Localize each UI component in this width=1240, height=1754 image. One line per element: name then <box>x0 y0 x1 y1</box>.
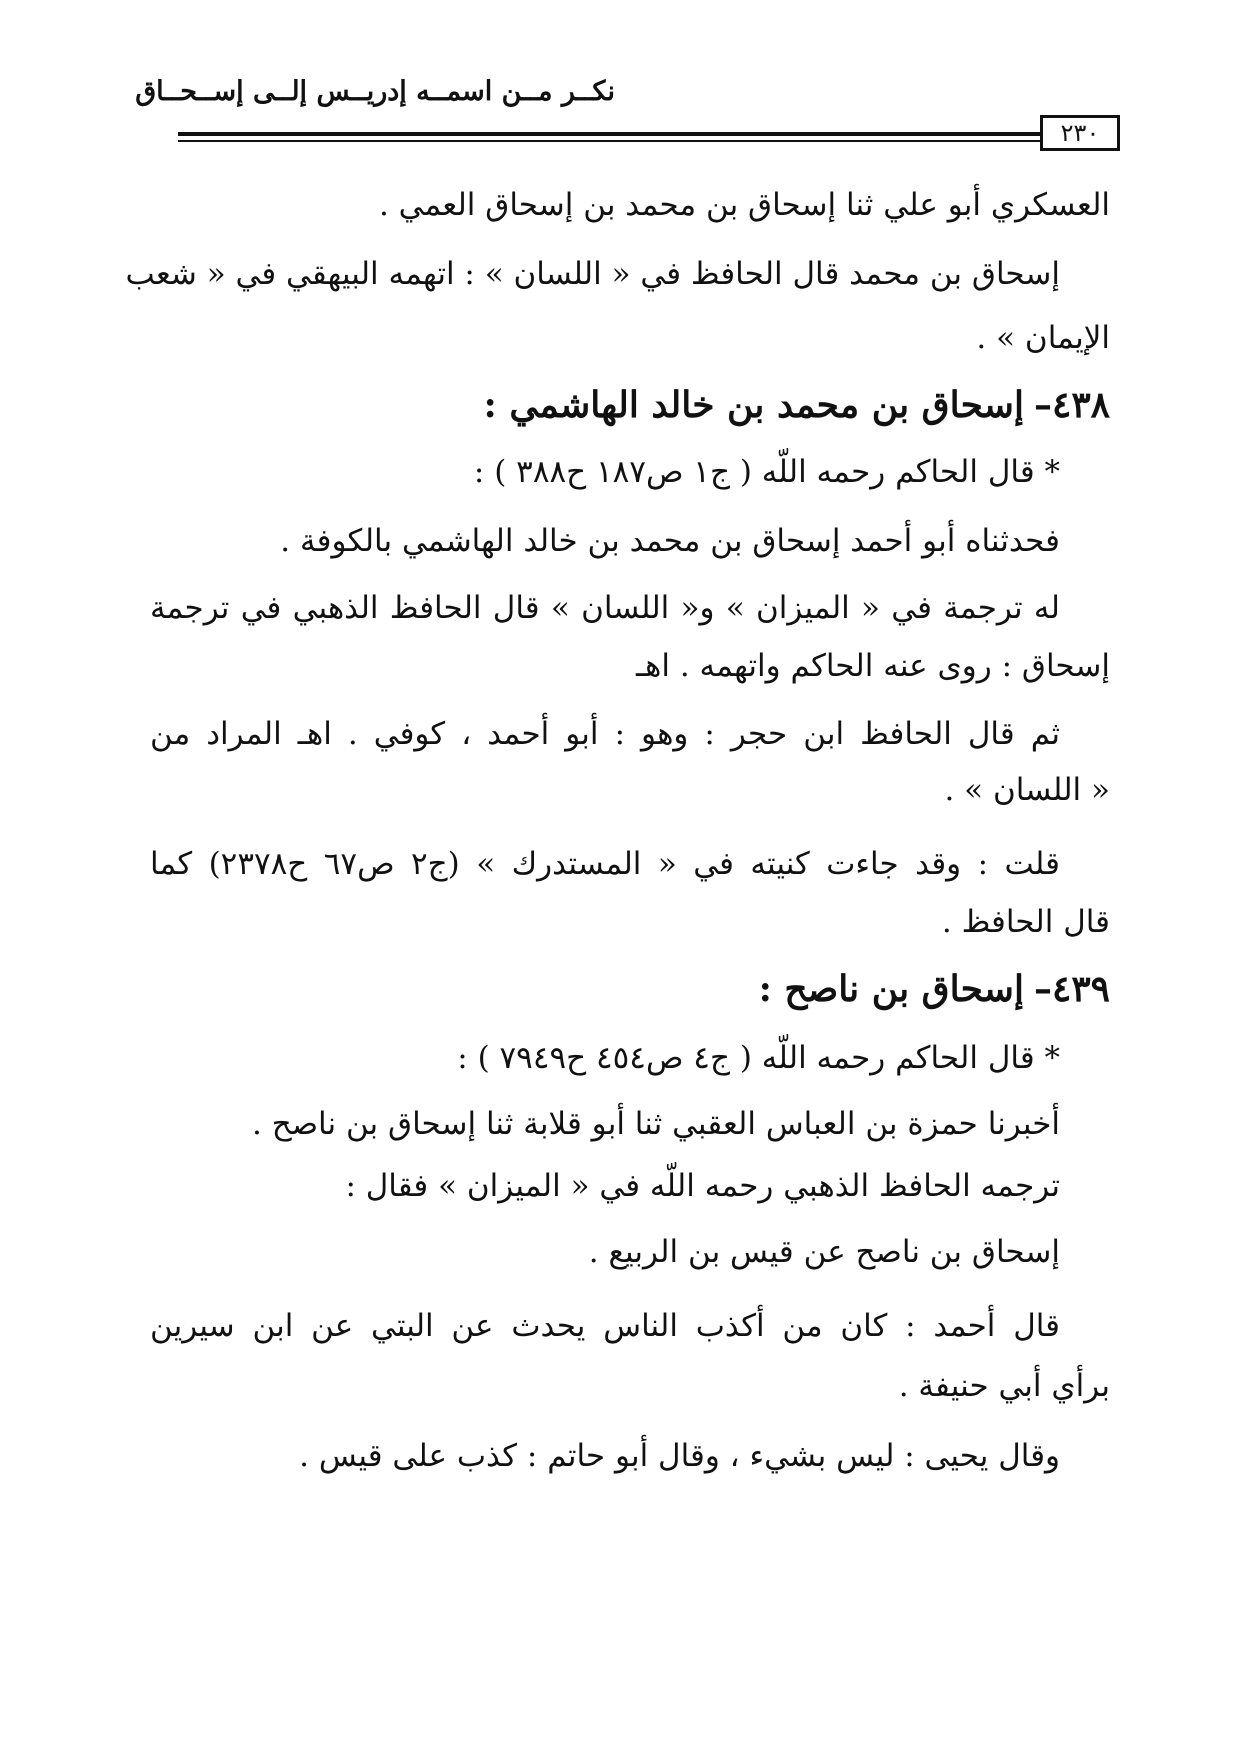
text-line: قال أحمد : كان من أكذب الناس يحدث عن البتي عن ابن سيرين <box>150 1308 1060 1344</box>
text-line: ترجمه الحافظ الذهبي رحمه اللّه في « الميزان » فقال : <box>345 1168 1060 1204</box>
text-line: إسحاق : روى عنه الحاكم واتهمه . اهـ <box>635 648 1110 684</box>
text-line: العسكري أبو علي ثنا إسحاق بن محمد بن إسحاق العمي . <box>378 187 1110 223</box>
text-line: الإيمان » . <box>976 320 1110 356</box>
entry-number: ٤٣٩– <box>1033 968 1110 1010</box>
text-line: فحدثناه أبو أحمد إسحاق بن محمد بن خالد الهاشمي بالكوفة . <box>280 523 1060 559</box>
text-line: له ترجمة في « الميزان » و« اللسان » قال الحافظ الذهبي في ترجمة <box>150 590 1060 626</box>
text-line: قال الحافظ . <box>941 904 1110 940</box>
header-rule-thick <box>178 132 1040 136</box>
source-citation: * قال الحاكم رحمه اللّه ( ج٤ ص٤٥٤ ح٧٩٤٩ ) : <box>457 1040 1060 1076</box>
running-header-title: نكــر مــن اسمــه إدريــس إلــى إســحــاق <box>135 76 615 107</box>
text-line: إسحاق بن ناصح عن قيس بن الربيع . <box>588 1234 1060 1270</box>
entry-heading-438 <box>150 382 1110 428</box>
text-line: برأي أبي حنيفة . <box>898 1368 1110 1404</box>
text-line: ثم قال الحافظ ابن حجر : وهو : أبو أحمد ، كوفي . اهـ المراد من <box>150 716 1060 752</box>
text-line: قلت : وقد جاءت كنيته في « المستدرك » (ج٢ ص٦٧ ح٢٣٧٨) كما <box>150 846 1060 882</box>
text-line: وقال يحيى : ليس بشيء ، وقال أبو حاتم : كذب على قيس . <box>299 1438 1060 1474</box>
header-rule-thin <box>178 140 1040 142</box>
page-number: ٢٣٠ <box>1040 115 1120 151</box>
text-line: أخبرنا حمزة بن العباس العقبي ثنا أبو قلابة ثنا إسحاق بن ناصح . <box>251 1106 1060 1142</box>
entry-title: إسحاق بن ناصح : <box>758 968 1024 1010</box>
entry-number: ٤٣٨– <box>1033 384 1110 426</box>
source-citation: * قال الحاكم رحمه اللّه ( ج١ ص١٨٧ ح٣٨٨ ) : <box>473 454 1060 490</box>
entry-heading-439 <box>150 966 1110 1012</box>
text-line: إسحاق بن محمد قال الحافظ في « اللسان » : اتهمه البيهقي في « شعب <box>125 256 1060 292</box>
text-line: « اللسان » . <box>944 772 1110 808</box>
entry-title: إسحاق بن محمد بن خالد الهاشمي : <box>483 384 1024 426</box>
